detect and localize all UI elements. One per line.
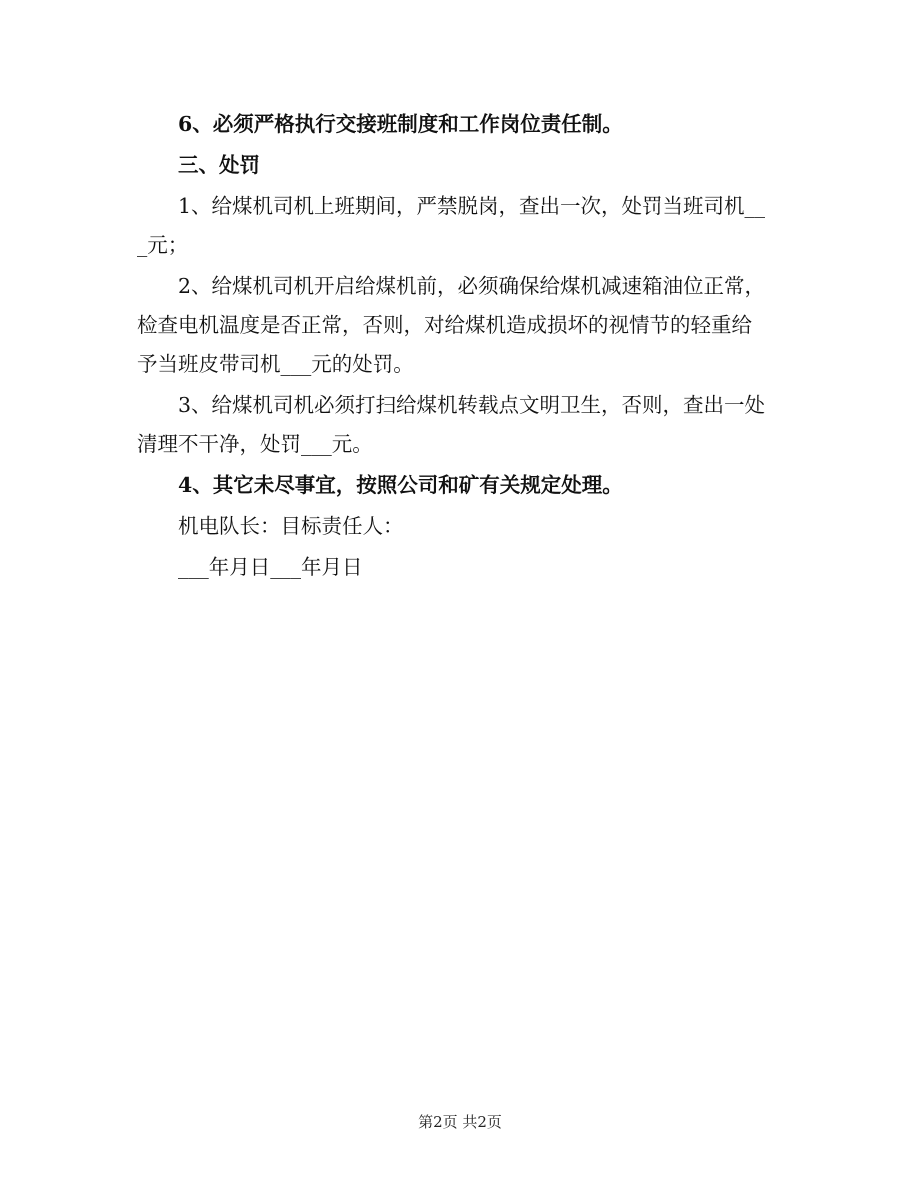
penalty-1-line-1: 1、给煤机司机上班期间，严禁脱岗，查出一次，处罚当班司机__ (178, 194, 766, 218)
document-body (137, 105, 787, 587)
dates-line: ___年月日___年月日 (178, 555, 363, 579)
section-heading-penalties: 三、处罚 (178, 153, 260, 177)
item-6: 6、必须严格执行交接班制度和工作岗位责任制。 (178, 112, 623, 136)
item-4: 4、其它未尽事宜，按照公司和矿有关规定处理。 (178, 473, 623, 497)
signers-line: 机电队长：目标责任人： (178, 514, 404, 538)
page-number: 第2页 共2页 (418, 1113, 502, 1131)
penalty-3-line-2: 清理不干净，处罚___元。 (137, 432, 373, 456)
penalty-2-line-1: 2、给煤机司机开启给煤机前，必须确保给煤机减速箱油位正常， (178, 274, 766, 298)
penalty-1-line-2: _元； (137, 233, 189, 257)
penalty-2-line-2: 检查电机温度是否正常，否则，对给煤机造成损坏的视情节的轻重给 (137, 313, 752, 337)
penalty-3-line-1: 3、给煤机司机必须打扫给煤机转载点文明卫生，否则，查出一处 (178, 393, 766, 417)
penalty-2-line-3: 予当班皮带司机___元的处罚。 (137, 352, 414, 376)
